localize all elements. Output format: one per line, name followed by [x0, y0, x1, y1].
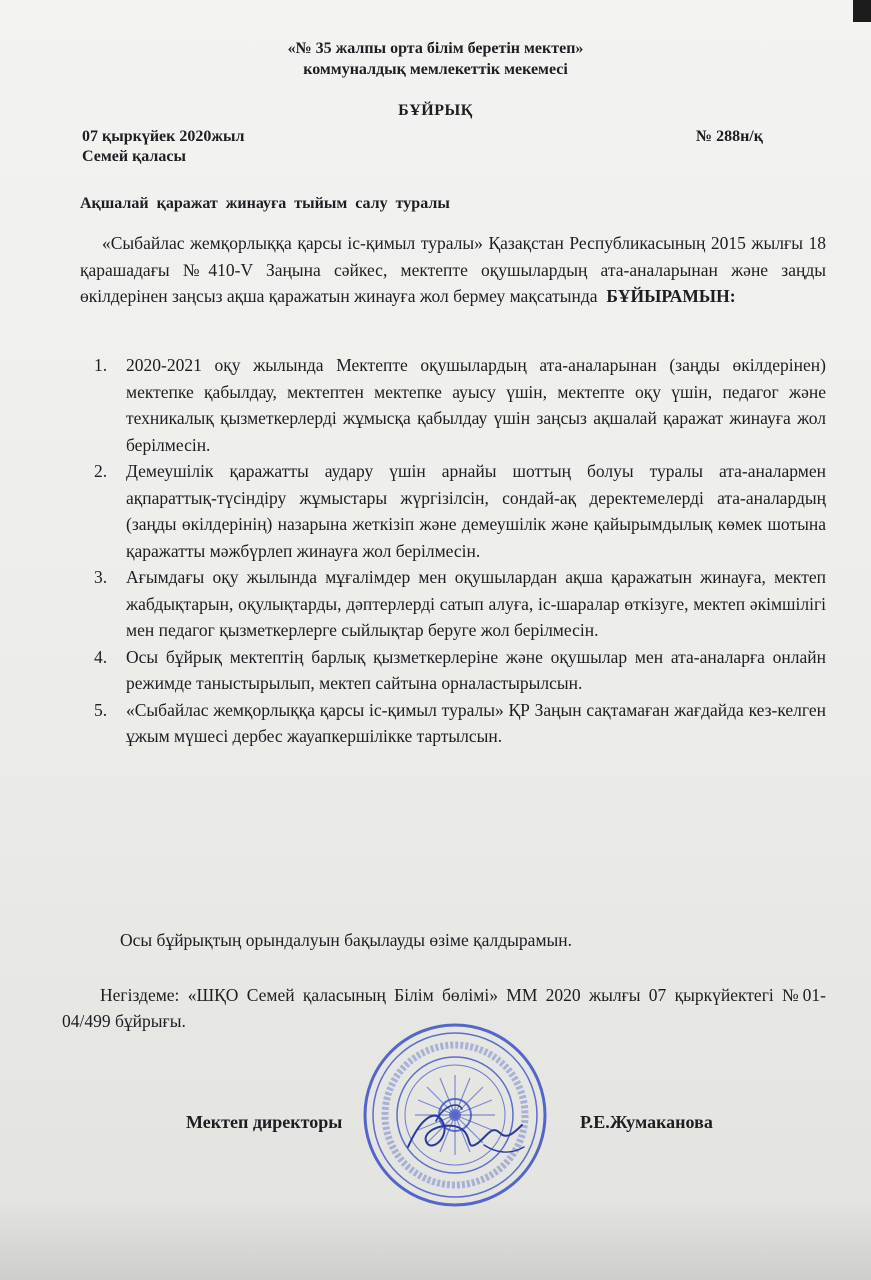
organization-name-line2: коммуналдық мемлекеттік мекемесі — [303, 61, 568, 78]
order-item-number: 4. — [94, 646, 108, 667]
order-city: Семей қаласы — [82, 148, 186, 165]
order-item — [94, 352, 826, 458]
order-item-number: 3. — [94, 567, 108, 587]
order-subject: Ақшалай қаражат жинауға тыйым салу туралы — [80, 195, 450, 212]
order-date: 07 қыркүйек 2020жыл — [82, 128, 245, 145]
order-items-list — [94, 352, 826, 750]
order-number: № 288н/қ — [696, 128, 763, 145]
director-title: Мектеп директоры — [186, 1112, 343, 1132]
photo-corner-shadow — [853, 0, 871, 22]
order-item-number: 1. — [94, 355, 108, 375]
preamble-paragraph — [80, 230, 826, 310]
order-item — [94, 697, 826, 750]
order-item-text: Демеушілік қаражатты аудару үшін арнайы шоттың болуы туралы ата-аналармен ақпараттық-түсіндіру жұмыстары жүргізілсін, сондай-ақ деректемелерді ата-аналардың (заңды өкілдерінің) назарына жеткізіп және демеушілік және қайырымдылық көмек шотына қаражатты мәжбүрлеп жинауға жол берілмесін. — [126, 461, 826, 561]
document-type-title: БҰЙРЫҚ — [398, 102, 473, 119]
order-item-text: Ағымдағы оқу жылында мұғалімдер мен оқушылардан ақша қаражатын жинауға, мектеп жабдықтарын, оқулықтарды, дәптерлерді сатып алуға, іс-шаралар өткізуге, мектеп әкімшілігі мен педагог қызметкерлерге сыйлықтар беруге жол берілмесін. — [126, 567, 826, 640]
director-name: Р.Е.Жумаканова — [580, 1112, 713, 1132]
preamble-text: «Сыбайлас жемқорлыққа қарсы іс-қимыл туралы» Қазақстан Республикасының 2015 жылғы 18 қарашадағы №410-V Заңына сәйкес, мектепте оқушылардың ата-аналарынан және заңды өкілдерінен заңсыз ақша қаражатын жинауға жол бермеу мақсатында — [80, 233, 826, 306]
order-item-text: 2020-2021 оқу жылында Мектепте оқушылардың ата-аналарынан (заңды өкілдерінен) мектепке қабылдау, мектептен мектепке ауысу үшін, мектепте оқу үшін, педагог және техникалық қызметкерлерді жұмысқа қабылдау үшін заңсыз ақшалай қаражат жинауға жол берілмесін. — [126, 355, 826, 455]
order-item-number: 2. — [94, 461, 108, 481]
order-keyword: БҰЙЫРАМЫН: — [606, 286, 736, 306]
order-item — [94, 644, 826, 697]
order-item-number: 5. — [94, 699, 108, 720]
director-signature-icon — [400, 1095, 530, 1165]
control-statement: Осы бұйрықтың орындалуын бақылауды өзіме қалдырамын. — [120, 930, 573, 950]
order-item — [94, 564, 826, 644]
order-item — [94, 458, 826, 564]
photo-bottom-shadow — [0, 1200, 871, 1280]
organization-name-line1: «№ 35 жалпы орта білім беретін мектеп» — [287, 40, 584, 57]
order-item-text: «Сыбайлас жемқорлыққа қарсы іс-қимыл туралы» ҚР Заңын сақтамаған жағдайда кез-келген ұжым мүшесі дербес жауапкершілікке тартылсын. — [126, 699, 826, 746]
order-item-text: Осы бұйрық мектептің барлық қызметкерлеріне және оқушылар мен ата-аналарға онлайн режимде таныстырылып, мектеп сайтына орналастырылсын. — [126, 646, 826, 693]
basis-paragraph: Негіздеме: «ШҚО Семей қаласының Білім бөлімі» ММ 2020 жылғы 07 қыркүйектегі №01-04/499 бұйрығы. — [62, 985, 826, 1031]
